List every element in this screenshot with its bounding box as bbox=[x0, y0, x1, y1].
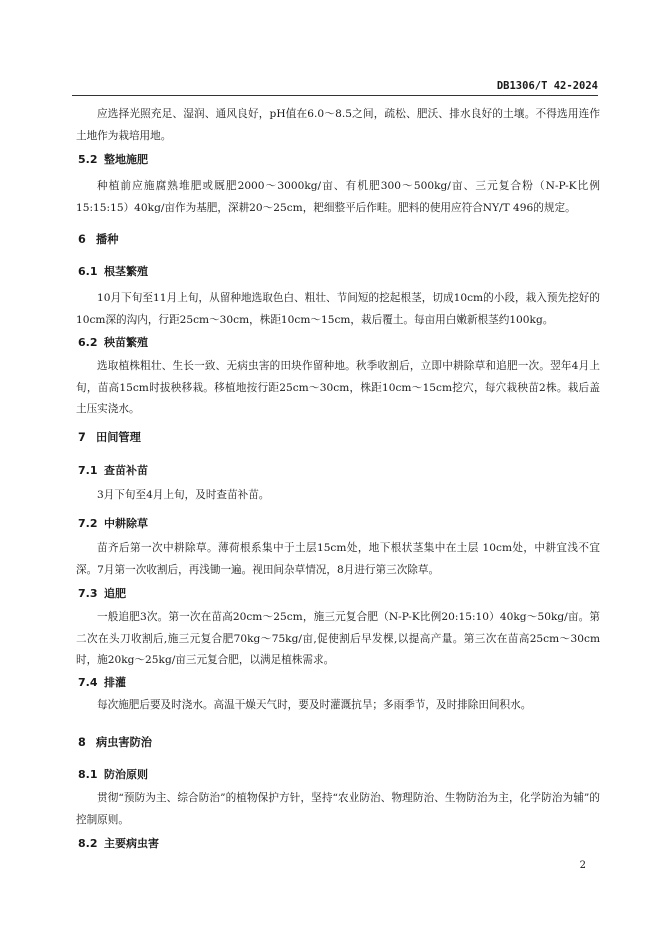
section-number: 7 bbox=[78, 431, 86, 444]
heading-7-4 bbox=[78, 674, 126, 690]
heading-8-1 bbox=[78, 766, 148, 782]
heading-6 bbox=[78, 231, 118, 247]
heading-7-2 bbox=[78, 515, 148, 531]
section-number: 8 bbox=[78, 736, 86, 749]
heading-5-2 bbox=[78, 151, 148, 167]
paragraph-soil: 应选择光照充足、湿润、通风良好，pH值在6.0～8.5之间，疏松、肥沃、排水良好的土壤。不得选用连作土地作为栽培用地。 bbox=[76, 108, 600, 142]
section-title: 病虫害防治 bbox=[96, 736, 152, 749]
section-number: 6 bbox=[78, 233, 86, 246]
section-number: 6.2 bbox=[78, 336, 98, 349]
section-title: 播种 bbox=[96, 233, 119, 246]
paragraph-7-3: 一般追肥3次。第一次在苗高20cm～25cm，施三元复合肥（N-P-K比例20:15:10）40kg～50kg/亩。第二次在头刀收割后,施三元复合肥70kg～75kg/亩,促使割后早发棵,以提高产量。第三次在苗高25cm～30cm时，施20kg～25kg/亩三元复合肥，以满足植株需求。 bbox=[76, 611, 600, 666]
paragraph-5-2: 种植前应施腐熟堆肥或厩肥2000～3000kg/亩、有机肥300～500kg/亩、三元复合粉（N-P-K比例15:15:15）40kg/亩作为基肥，深耕20～25cm，耙细整平后作畦。肥料的使用应符合NY/T 496的规定。 bbox=[76, 180, 600, 214]
section-title: 整地施肥 bbox=[104, 153, 148, 166]
heading-7-1 bbox=[78, 462, 148, 478]
heading-8-2 bbox=[78, 835, 159, 851]
section-number: 8.2 bbox=[78, 837, 98, 850]
heading-6-1 bbox=[78, 263, 148, 279]
page-number: 2 bbox=[579, 860, 586, 871]
section-number: 7.3 bbox=[78, 587, 98, 600]
section-number: 8.1 bbox=[78, 768, 98, 781]
heading-8 bbox=[78, 734, 152, 750]
section-number: 7.2 bbox=[78, 517, 98, 530]
section-title: 秧苗繁殖 bbox=[104, 336, 148, 349]
section-number: 7.4 bbox=[78, 676, 98, 689]
section-title: 排灌 bbox=[104, 676, 126, 689]
paragraph-7-4: 每次施肥后要及时浇水。高温干燥天气时，要及时灌溉抗旱；多雨季节，及时排除田间积水。 bbox=[97, 699, 532, 711]
header-rule bbox=[72, 95, 598, 96]
section-title: 防治原则 bbox=[104, 768, 148, 781]
heading-6-2 bbox=[78, 334, 148, 350]
paragraph-8-1: 贯彻“预防为主、综合防治”的植物保护方针，坚持“农业防治、物理防治、生物防治为主，化学防治为辅”的控制原则。 bbox=[76, 792, 600, 826]
section-title: 中耕除草 bbox=[104, 517, 148, 530]
paragraph-7-2: 苗齐后第一次中耕除草。薄荷根系集中于土层15cm处，地下根状茎集中在土层 10cm处，中耕宜浅不宜深。7月第一次收割后，再浅锄一遍。视田间杂草情况，8月进行第三次除草。 bbox=[76, 542, 600, 576]
section-title: 田间管理 bbox=[96, 431, 141, 444]
paragraph-7-1: 3月下旬至4月上旬，及时查苗补苗。 bbox=[97, 489, 270, 501]
paragraph-6-1: 10月下旬至11月上旬，从留种地选取色白、粗壮、节间短的挖起根茎，切成10cm的小段，栽入预先挖好的10cm深的沟内，行距25cm～30cm，株距10cm～15cm，栽后覆土。每亩用白嫩新根茎约100kg。 bbox=[76, 292, 600, 326]
section-title: 追肥 bbox=[104, 587, 126, 600]
section-number: 6.1 bbox=[78, 265, 98, 278]
heading-7 bbox=[78, 429, 141, 445]
section-title: 查苗补苗 bbox=[104, 464, 148, 477]
paragraph-6-2: 选取植株粗壮、生长一致、无病虫害的田块作留种地。秋季收割后，立即中耕除草和追肥一次。翌年4月上旬，苗高15cm时拔秧移栽。移植地按行距25cm～30cm，株距10cm～15cm挖穴，每穴栽秧苗2株。栽后盖土压实浇水。 bbox=[76, 360, 600, 415]
section-number: 7.1 bbox=[78, 464, 98, 477]
section-number: 5.2 bbox=[78, 153, 98, 166]
document-code: DB1306/T 42-2024 bbox=[496, 80, 598, 92]
section-title: 根茎繁殖 bbox=[104, 265, 148, 278]
heading-7-3 bbox=[78, 585, 126, 601]
section-title: 主要病虫害 bbox=[104, 837, 159, 850]
